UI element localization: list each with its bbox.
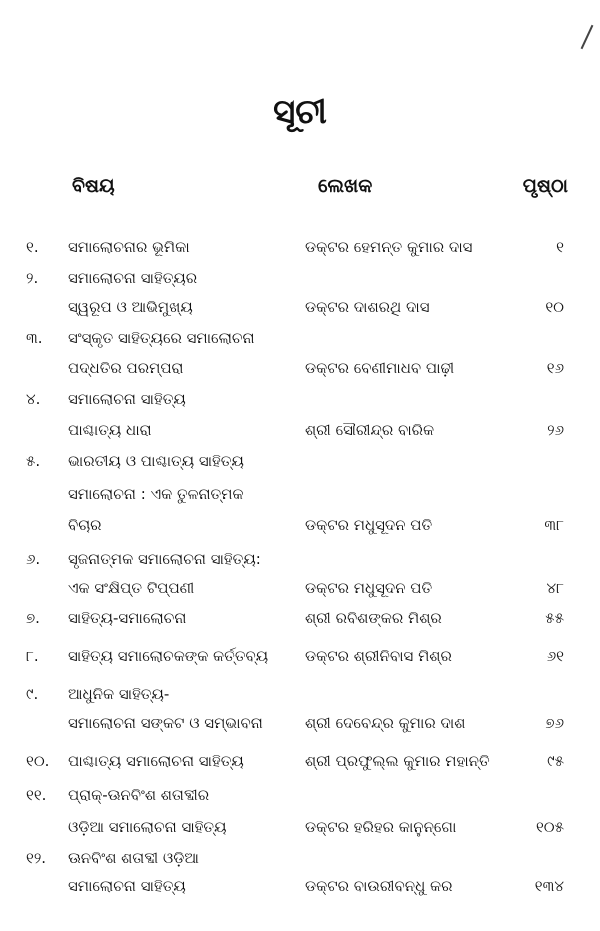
entry-author: ଶ୍ରୀ ପ୍ରଫୁଲ୍ଲ କୁମାର ମହାନ୍ତି: [305, 752, 490, 770]
toc-row: [0, 294, 600, 324]
entry-subject: ସମାଲୋଚନା ସାହିତ୍ୟ: [68, 390, 186, 408]
entry-subject: ସାହିତ୍ୟ ସମାଲୋଚକଙ୍କ କର୍ତ୍ତବ୍ୟ: [68, 647, 269, 665]
toc-row: [0, 643, 600, 673]
toc-row: [0, 512, 600, 542]
entry-author: ଡକ୍ଟର ବାଉରୀବନ୍ଧୁ କର: [305, 877, 453, 895]
entry-author: ଡକ୍ଟର ମଧୁସୂଦନ ପତି: [305, 579, 433, 597]
entry-subject: ପଦ୍ଧତିର ପରମ୍ପରା: [68, 359, 184, 377]
entry-author: ଡକ୍ଟର ମଧୁସୂଦନ ପତି: [305, 516, 433, 534]
toc-row: [0, 386, 600, 416]
toc-row: [0, 234, 600, 264]
entry-subject: ଊନବିଂଶ ଶତାବ୍ଦୀ ଓଡ଼ିଆ: [68, 849, 199, 867]
toc-row: [0, 481, 600, 511]
toc-row: [0, 681, 600, 711]
entry-subject: ସମାଲୋଚନାର ଭୂମିକା: [68, 238, 190, 256]
entry-author: ଡକ୍ଟର ଶ୍ରୀନିବାସ ମିଶ୍ର: [305, 647, 452, 665]
entry-number: ୧୧.: [26, 786, 47, 804]
toc-row: [0, 748, 600, 778]
entry-subject: ପାଶ୍ଚାତ୍ୟ ସମାଲୋଚନା ସାହିତ୍ୟ: [68, 752, 244, 770]
entry-page: ୧୦: [545, 298, 564, 316]
author-header: ଲେଖକ: [318, 175, 373, 197]
toc-row: [0, 265, 600, 295]
entry-page: ୩୮: [544, 516, 564, 534]
entry-subject: ଆଧୁନିକ ସାହିତ୍ୟ-: [68, 685, 170, 703]
entry-author: ଶ୍ରୀ ରବିଶଙ୍କର ମିଶ୍ର: [305, 609, 442, 627]
entry-subject: ପାଶ୍ଚାତ୍ୟ ଧାରା: [68, 421, 152, 439]
toc-row: [0, 355, 600, 385]
entry-author: ଡକ୍ଟର ହରିହର କାନୁନ୍‌ଗୋ: [305, 818, 457, 836]
toc-row: [0, 845, 600, 875]
toc-row: [0, 782, 600, 812]
entry-subject: ସୃଜନାତ୍ମକ ସମାଲୋଚନା ସାହିତ୍ୟ:: [68, 550, 261, 568]
toc-row: [0, 814, 600, 844]
toc-row: [0, 575, 600, 605]
entry-author: ଡକ୍ଟର ହେମନ୍ତ କୁମାର ଦାସ: [305, 238, 473, 256]
toc-row: [0, 417, 600, 447]
entry-author: ଡକ୍ଟର ଦାଶରଥି ଦାସ: [305, 298, 430, 316]
entry-author: ଶ୍ରୀ ଦେବେନ୍ଦ୍ର କୁମାର ଦାଶ: [305, 714, 466, 732]
entry-number: ୫.: [26, 452, 41, 470]
entry-page: ୧୬: [546, 359, 564, 377]
toc-row: [0, 710, 600, 740]
entry-number: ୭.: [26, 609, 40, 627]
entry-author: ଶ୍ରୀ ସୌରୀନ୍ଦ୍ର ବାରିକ: [305, 421, 435, 439]
page-title: ସୂଚୀ: [273, 92, 327, 132]
entry-number: ୧.: [26, 238, 39, 256]
entry-number: ୧୨.: [26, 849, 47, 867]
entry-number: ୪.: [26, 390, 41, 408]
entry-subject: ସମାଲୋଚନା : ଏକ ତୁଳନାତ୍ମକ: [68, 485, 244, 503]
entry-page: ୧: [556, 238, 564, 256]
entry-number: ୬.: [26, 550, 41, 568]
entry-subject: ପ୍ରାକ୍-ଊନବିଂଶ ଶତାବ୍ଦୀର: [68, 786, 210, 804]
toc-row: [0, 325, 600, 355]
entry-page: ୬୧: [546, 647, 564, 665]
entry-page: ୯୫: [547, 752, 564, 770]
entry-subject: ସ୍ୱରୂପ ଓ ଆଭିମୁଖ୍ୟ: [68, 298, 193, 316]
entry-page: ୧୦୫: [535, 818, 564, 836]
entry-page: ୧୩୪: [534, 877, 564, 895]
toc-row: [0, 873, 600, 903]
entry-number: ୯.: [26, 685, 39, 703]
entry-subject: ଭାରତୀୟ ଓ ପାଶ୍ଚାତ୍ୟ ସାହିତ୍ୟ: [68, 452, 244, 470]
entry-subject: ବିଚାର: [68, 516, 102, 534]
entry-number: ୮.: [26, 647, 39, 665]
entry-subject: ସମାଲୋଚନା ସାହିତ୍ୟ: [68, 877, 186, 895]
entry-page: ୫୫: [545, 609, 564, 627]
toc-row: [0, 605, 600, 635]
entry-subject: ସଂସ୍କୃତ ସାହିତ୍ୟରେ ସମାଲୋଚନା: [68, 329, 255, 347]
toc-row: [0, 546, 600, 576]
entry-author: ଡକ୍ଟର ବେଣୀମାଧବ ପାଢ଼ୀ: [305, 359, 455, 377]
entry-page: ୪୮: [546, 579, 564, 597]
toc-row: [0, 448, 600, 478]
entry-number: ୧୦.: [26, 752, 50, 770]
entry-number: ୨.: [26, 269, 39, 287]
subject-header: ବିଷୟ: [72, 175, 115, 197]
pen-mark: [581, 25, 594, 49]
entry-subject: ଏକ ସଂକ୍ଷିପ୍ତ ଟିପ୍ପଣୀ: [68, 579, 195, 597]
page-header: ପୃଷ୍ଠା: [522, 175, 568, 197]
entry-subject: ସମାଲୋଚନା ସାହିତ୍ୟର: [68, 269, 198, 287]
entry-subject: ଓଡ଼ିଆ ସମାଲୋଚନା ସାହିତ୍ୟ: [68, 818, 227, 836]
entry-subject: ସମାଲୋଚନା ସଙ୍କଟ ଓ ସମ୍ଭାବନା: [68, 714, 263, 732]
entry-subject: ସାହିତ୍ୟ-ସମାଲୋଚନା: [68, 609, 187, 627]
entry-page: ୨୬: [547, 421, 564, 439]
entry-number: ୩.: [26, 329, 43, 347]
entry-page: ୭୬: [545, 714, 564, 732]
